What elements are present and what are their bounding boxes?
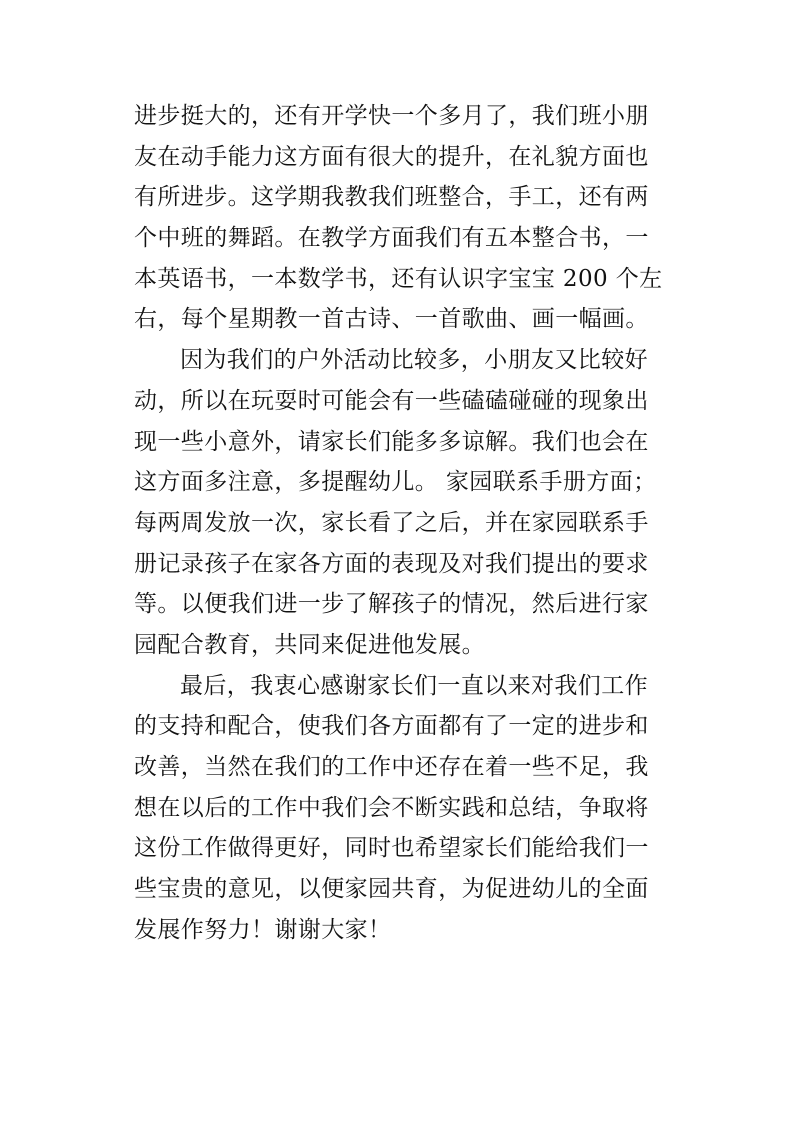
paragraph-3-line-5: 这份工作做得更好，同时也希望家长们能给我们一 <box>134 835 649 862</box>
paragraph-3-line-2: 的支持和配合，使我们各方面都有了一定的进步和 <box>134 713 649 740</box>
paragraph-2-line-7: 等。以便我们进一步了解孩子的情况，然后进行家 <box>134 591 649 618</box>
paragraph-2-line-8: 园配合教育，共同来促进他发展。 <box>134 631 485 658</box>
paragraph-1-line-6: 右，每个星期教一首古诗、一首歌曲、画一幅画。 <box>134 306 649 333</box>
document-body <box>134 96 662 950</box>
paragraph-1-line-5: 本英语书，一本数学书，还有认识字宝宝 200 个左 <box>134 265 663 292</box>
paragraph-1-line-3: 有所进步。这学期我教我们班整合，手工，还有两 <box>134 184 649 211</box>
paragraph-1-line-4: 个中班的舞蹈。在教学方面我们有五本整合书，一 <box>134 225 649 252</box>
paragraph-3-line-3: 改善，当然在我们的工作中还存在着一些不足，我 <box>134 754 649 780</box>
paragraph-1-line-1: 进步挺大的，还有开学快一个多月了，我们班小朋 <box>134 103 649 129</box>
paragraph-2-line-5: 每两周发放一次，家长看了之后，并在家园联系手 <box>134 509 649 536</box>
paragraph-2-line-1: 因为我们的户外活动比较多，小朋友又比较好 <box>180 347 648 374</box>
paragraph-1-line-2: 友在动手能力这方面有很大的提升，在礼貌方面也 <box>134 143 649 170</box>
paragraph-2-line-3: 现一些小意外，请家长们能多多谅解。我们也会在 <box>134 428 649 455</box>
paragraph-2-line-6: 册记录孩子在家各方面的表现及对我们提出的要求 <box>134 550 649 577</box>
paragraph-3-line-7: 发展作努力！谢谢大家！ <box>134 916 392 943</box>
paragraph-2-line-4: 这方面多注意，多提醒幼儿。 家园联系手册方面； <box>134 469 657 496</box>
paragraph-3-line-1: 最后，我衷心感谢家长们一直以来对我们工作 <box>180 672 648 699</box>
paragraph-2-line-2: 动，所以在玩耍时可能会有一些磕磕碰碰的现象出 <box>134 387 649 414</box>
paragraph-3-line-4: 想在以后的工作中我们会不断实践和总结，争取将 <box>134 794 649 821</box>
paragraph-3-line-6: 些宝贵的意见，以便家园共育，为促进幼儿的全面 <box>134 876 649 903</box>
